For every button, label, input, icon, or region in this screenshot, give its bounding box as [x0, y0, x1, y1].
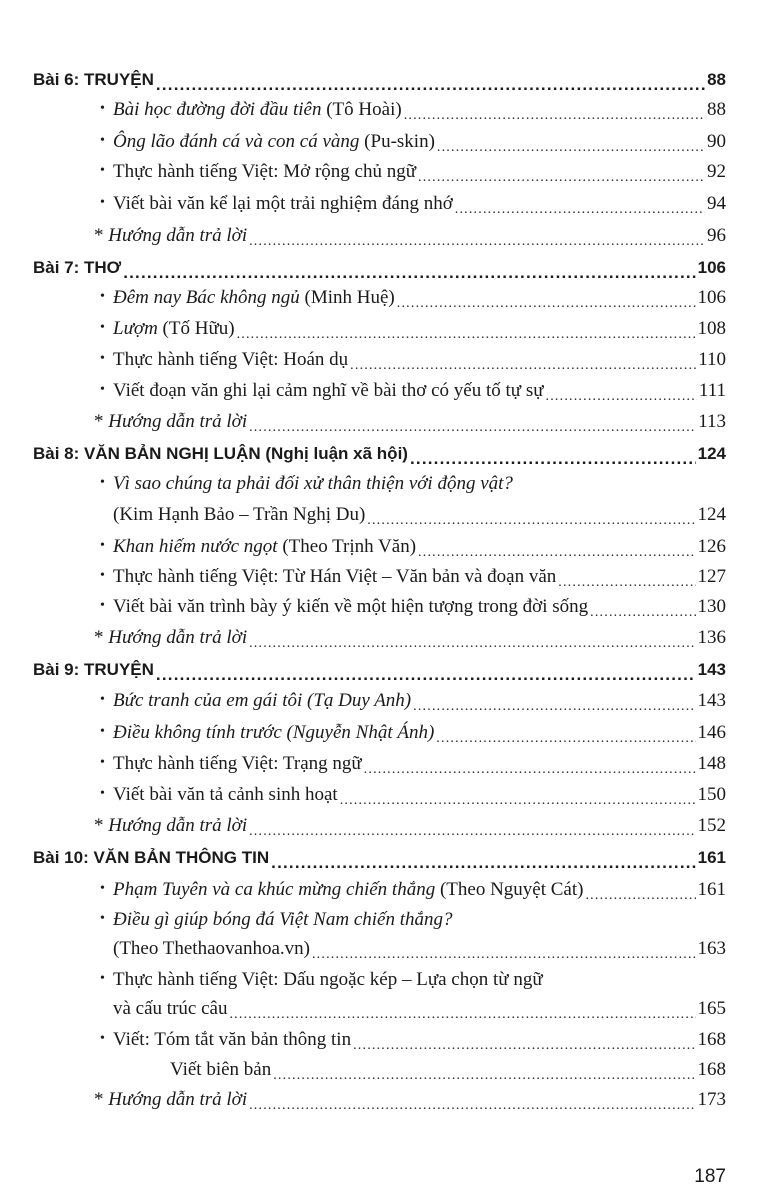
section-title: Bài 6: TRUYỆN — [33, 70, 154, 89]
entry-title — [0, 536, 416, 558]
dot-leader — [413, 698, 695, 716]
page-number: 187 — [694, 1166, 726, 1187]
entry-title-normal: và cấu trúc câu — [113, 998, 228, 1019]
entry-title-italic: Hướng dẫn trả lời — [108, 627, 248, 648]
entry-title-normal: Thực hành tiếng Việt: Từ Hán Việt – Văn bản và đoạn văn — [113, 566, 557, 587]
bullet-icon: • — [100, 162, 105, 178]
entry-title-normal: (Tố Hữu) — [157, 318, 235, 339]
dot-leader — [437, 139, 705, 157]
bullet-icon: • — [100, 132, 105, 148]
toc-entry[interactable] — [0, 811, 776, 841]
toc-entry[interactable] — [0, 314, 776, 344]
entry-title-italic: Khan hiếm nước ngọt — [113, 536, 278, 557]
bullet-icon: • — [100, 350, 105, 366]
entry-page-number: 90 — [707, 131, 726, 152]
toc-entry[interactable] — [0, 500, 776, 530]
section-title: Bài 7: THƠ — [33, 258, 122, 277]
entry-page-number: 92 — [707, 161, 726, 182]
toc-entry[interactable] — [0, 905, 776, 935]
entry-title-italic: Vì sao chúng ta phải đối xử thân thiện với động vật? — [113, 473, 513, 494]
entry-title — [0, 473, 513, 495]
toc-entry[interactable] — [0, 376, 776, 406]
entry-page-number: 127 — [697, 566, 726, 587]
entry-title-normal: Thực hành tiếng Việt: Mở rộng chủ ngữ — [113, 161, 417, 182]
entry-title — [0, 411, 247, 433]
section-page-number: 161 — [697, 848, 726, 867]
dot-leader — [249, 1097, 695, 1115]
dot-leader — [558, 574, 695, 592]
entry-title — [0, 161, 416, 183]
entry-title — [0, 318, 235, 340]
entry-page-number: 111 — [698, 380, 726, 401]
entry-page-number: 130 — [697, 596, 726, 617]
entry-page-number: 143 — [697, 690, 726, 711]
entry-page-number: 152 — [697, 815, 726, 836]
dot-leader — [271, 853, 695, 873]
entry-title — [0, 938, 310, 960]
entry-page-number: 165 — [697, 998, 726, 1019]
entry-title — [0, 131, 435, 153]
entry-title-normal: Viết biên bản — [170, 1059, 272, 1080]
entry-page-number: 161 — [697, 879, 726, 900]
entry-page-number: 94 — [707, 193, 726, 214]
entry-title — [0, 753, 362, 775]
dot-leader — [237, 326, 696, 344]
dot-leader — [455, 201, 705, 219]
entry-title-normal: (Minh Huệ) — [299, 287, 395, 308]
dot-leader — [249, 635, 695, 653]
section-title: Bài 10: VĂN BẢN THÔNG TIN — [33, 848, 270, 867]
bullet-icon: • — [100, 880, 105, 896]
toc-entry[interactable] — [0, 95, 776, 125]
entry-title — [0, 627, 247, 649]
entry-title — [0, 815, 247, 837]
entry-page-number: 106 — [697, 287, 726, 308]
entry-page-number: 113 — [698, 411, 726, 432]
bullet-icon: • — [100, 1030, 105, 1046]
toc-entry[interactable] — [0, 623, 776, 653]
entry-title-normal: (Theo Trịnh Văn) — [277, 536, 417, 557]
entry-title — [0, 193, 453, 215]
section-page-number: 88 — [707, 70, 726, 89]
toc-entry[interactable] — [0, 592, 776, 622]
entry-page-number: 96 — [707, 225, 726, 246]
dot-leader — [590, 604, 695, 622]
bullet-icon: • — [100, 910, 105, 926]
toc-section-heading[interactable] — [0, 843, 776, 873]
dot-leader — [397, 295, 696, 313]
dot-leader — [410, 449, 696, 469]
dot-leader — [273, 1067, 695, 1085]
entry-title — [0, 349, 348, 371]
entry-title-normal: Viết đoạn văn ghi lại cảm nghĩ về bài thơ có yếu tố tự sự — [113, 380, 544, 401]
entry-title-normal: Thực hành tiếng Việt: Trạng ngữ — [113, 753, 362, 774]
toc-entry[interactable] — [0, 469, 776, 499]
bullet-icon: • — [100, 785, 105, 801]
entry-title-italic: Hướng dẫn trả lời — [108, 411, 248, 432]
entry-page-number: 126 — [697, 536, 726, 557]
dot-leader — [249, 419, 696, 437]
bullet-icon: • — [100, 723, 105, 739]
entry-title — [0, 690, 411, 712]
entry-title — [0, 596, 588, 618]
bullet-icon: • — [100, 537, 105, 553]
entry-title-italic: Hướng dẫn trả lời — [108, 815, 248, 836]
entry-title — [0, 969, 543, 991]
dot-leader — [350, 357, 696, 375]
section-page-number: 124 — [697, 444, 726, 463]
dot-leader — [546, 388, 697, 406]
toc-entry[interactable] — [0, 345, 776, 375]
entry-title-normal: (Theo Thethaovanhoa.vn) — [113, 938, 310, 959]
toc-section-heading[interactable] — [0, 65, 776, 95]
entry-page-number: 124 — [697, 504, 726, 525]
dot-leader — [312, 946, 696, 964]
entry-title-normal: (Kim Hạnh Bảo – Trần Nghị Du) — [113, 504, 366, 525]
dot-leader — [156, 75, 705, 95]
section-title: Bài 8: VĂN BẢN NGHỊ LUẬN (Nghị luận xã hội) — [33, 444, 408, 463]
entry-title — [0, 909, 453, 931]
entry-title — [0, 566, 556, 588]
entry-page-number: 110 — [698, 349, 726, 370]
entry-page-number: 168 — [697, 1059, 726, 1080]
entry-title — [0, 722, 434, 744]
entry-title-italic: Lượm — [113, 318, 158, 339]
bullet-icon: • — [100, 288, 105, 304]
entry-title-normal: Thực hành tiếng Việt: Dấu ngoặc kép – Lựa chọn từ ngữ — [113, 969, 543, 990]
bullet-icon: • — [100, 970, 105, 986]
entry-title — [0, 1029, 351, 1051]
entry-title-normal: Viết bài văn kể lại một trải nghiệm đáng nhớ — [113, 193, 453, 214]
toc-entry[interactable] — [0, 1055, 776, 1085]
toc-entry[interactable] — [0, 1085, 776, 1115]
asterisk-icon: * — [94, 225, 109, 246]
entry-page-number: 150 — [697, 784, 726, 805]
entry-title-italic: Bức tranh của em gái tôi (Tạ Duy Anh) — [113, 690, 412, 711]
dot-leader — [249, 233, 705, 251]
entry-title-normal: Viết bài văn trình bày ý kiến về một hiện tượng trong đời sống — [113, 596, 589, 617]
entry-title-normal: (Theo Nguyệt Cát) — [435, 879, 584, 900]
entry-page-number: 168 — [697, 1029, 726, 1050]
entry-page-number: 148 — [697, 753, 726, 774]
toc-entry[interactable] — [0, 221, 776, 251]
bullet-icon: • — [100, 567, 105, 583]
bullet-icon: • — [100, 597, 105, 613]
toc-entry[interactable] — [0, 965, 776, 995]
entry-title-italic: Hướng dẫn trả lời — [108, 1089, 248, 1110]
toc-entry[interactable] — [0, 562, 776, 592]
toc-entry[interactable] — [0, 157, 776, 187]
toc-entry[interactable] — [0, 718, 776, 748]
entry-page-number: 163 — [697, 938, 726, 959]
section-page-number: 143 — [697, 660, 726, 679]
dot-leader — [229, 1006, 695, 1024]
entry-title-normal: Viết: Tóm tắt văn bản thông tin — [113, 1029, 352, 1050]
entry-title-normal: Thực hành tiếng Việt: Hoán dụ — [113, 349, 349, 370]
asterisk-icon: * — [94, 1089, 109, 1110]
dot-leader — [340, 792, 696, 810]
bullet-icon: • — [100, 754, 105, 770]
entry-title — [0, 1059, 271, 1081]
entry-page-number: 136 — [697, 627, 726, 648]
bullet-icon: • — [100, 100, 105, 116]
dot-leader — [123, 263, 695, 283]
bullet-icon: • — [100, 691, 105, 707]
entry-title — [0, 99, 402, 121]
bullet-icon: • — [100, 381, 105, 397]
entry-title-italic: Điều gì giúp bóng đá Việt Nam chiến thắng? — [113, 909, 453, 930]
section-title: Bài 9: TRUYỆN — [33, 660, 154, 679]
toc-section-heading[interactable] — [0, 655, 776, 685]
entry-title — [0, 380, 544, 402]
dot-leader — [249, 823, 695, 841]
entry-title — [0, 504, 365, 526]
bullet-icon: • — [100, 474, 105, 490]
entry-title — [0, 225, 247, 247]
entry-title-normal: Viết bài văn tả cảnh sinh hoạt — [113, 784, 338, 805]
asterisk-icon: * — [94, 815, 109, 836]
entry-title-normal: (Tô Hoài) — [321, 99, 402, 120]
entry-title-italic: Phạm Tuyên và ca khúc mừng chiến thắng — [113, 879, 436, 900]
entry-title-italic: Bài học đường đời đầu tiên — [113, 99, 322, 120]
entry-title — [0, 879, 583, 901]
entry-title-italic: Hướng dẫn trả lời — [108, 225, 248, 246]
dot-leader — [364, 761, 696, 779]
asterisk-icon: * — [94, 411, 109, 432]
entry-title — [0, 1089, 247, 1111]
entry-title — [0, 784, 338, 806]
entry-title — [0, 287, 395, 309]
dot-leader — [353, 1037, 695, 1055]
entry-title-normal: (Pu-skin) — [359, 131, 435, 152]
toc-entry[interactable] — [0, 875, 776, 905]
toc-section-heading[interactable] — [0, 439, 776, 469]
toc-entry[interactable] — [0, 994, 776, 1024]
asterisk-icon: * — [94, 627, 109, 648]
entry-page-number: 88 — [707, 99, 726, 120]
entry-page-number: 146 — [697, 722, 726, 743]
dot-leader — [418, 544, 695, 562]
dot-leader — [585, 887, 695, 905]
toc-entry[interactable] — [0, 407, 776, 437]
dot-leader — [418, 169, 705, 187]
section-page-number: 106 — [697, 258, 726, 277]
toc-entry[interactable] — [0, 934, 776, 964]
entry-title — [0, 998, 227, 1020]
entry-page-number: 108 — [697, 318, 726, 339]
entry-title-italic: Điều không tính trước (Nguyễn Nhật Ánh) — [113, 722, 435, 743]
toc-entry[interactable] — [0, 283, 776, 313]
entry-page-number: 173 — [697, 1089, 726, 1110]
toc-entry[interactable] — [0, 1025, 776, 1055]
bullet-icon: • — [100, 319, 105, 335]
toc-entry[interactable] — [0, 127, 776, 157]
entry-title-italic: Đêm nay Bác không ngủ — [113, 287, 300, 308]
toc-section-heading[interactable] — [0, 253, 776, 283]
dot-leader — [436, 730, 695, 748]
toc-entry[interactable] — [0, 749, 776, 779]
dot-leader — [156, 665, 696, 685]
toc-entry[interactable] — [0, 780, 776, 810]
dot-leader — [367, 512, 695, 530]
entry-title-italic: Ông lão đánh cá và con cá vàng — [113, 131, 360, 152]
dot-leader — [404, 107, 705, 125]
toc-entry[interactable] — [0, 686, 776, 716]
bullet-icon: • — [100, 194, 105, 210]
toc-entry[interactable] — [0, 532, 776, 562]
toc-entry[interactable] — [0, 189, 776, 219]
